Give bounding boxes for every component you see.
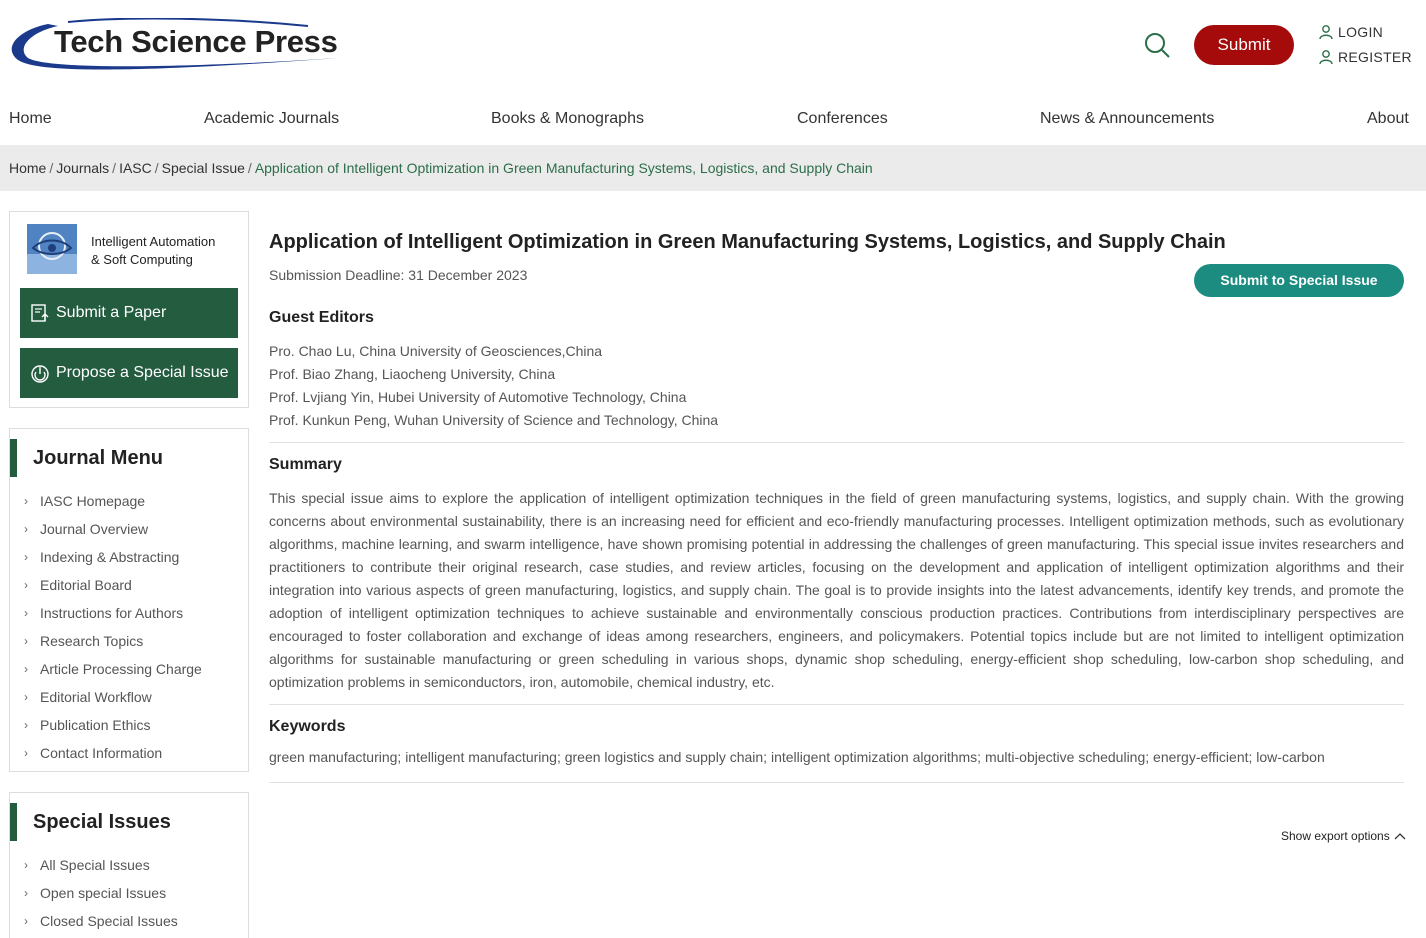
journal-name-line2: & Soft Computing	[91, 252, 193, 267]
user-add-icon	[1318, 49, 1334, 65]
menu-item-contact-information[interactable]	[24, 739, 202, 767]
menu-item-all-special-issues[interactable]	[24, 851, 178, 879]
menu-item-label: All Special Issues	[40, 857, 150, 873]
menu-item-closed-special-issues[interactable]	[24, 907, 178, 935]
breadcrumb-special-issue[interactable]: Special Issue	[161, 160, 245, 176]
menu-item-label: Closed Special Issues	[40, 913, 178, 929]
submit-paper-button[interactable]	[20, 288, 238, 338]
chevron-right-icon: ›	[24, 606, 28, 620]
menu-item-editorial-workflow[interactable]	[24, 683, 202, 711]
export-label: Show export options	[1281, 829, 1390, 843]
menu-item-label: IASC Homepage	[40, 493, 146, 509]
menu-item-editorial-board[interactable]	[24, 571, 202, 599]
journal-name[interactable]	[91, 233, 241, 269]
propose-icon	[30, 363, 50, 383]
menu-item-instructions-for-authors[interactable]	[24, 599, 202, 627]
menu-item-label: Indexing & Abstracting	[40, 549, 180, 565]
search-icon[interactable]	[1142, 30, 1172, 60]
nav-academic-journals[interactable]: Academic Journals	[204, 110, 340, 127]
divider	[269, 704, 1404, 705]
chevron-right-icon: ›	[24, 690, 28, 704]
guest-editors-list	[269, 340, 718, 432]
chevron-right-icon: ›	[24, 746, 28, 760]
header-submit-button[interactable]: Submit	[1194, 25, 1294, 65]
summary-heading: Summary	[269, 456, 342, 473]
editor-item: Prof. Lvjiang Yin, Hubei University of Automotive Technology, China	[269, 389, 687, 405]
register-label: REGISTER	[1338, 49, 1412, 65]
login-label: LOGIN	[1338, 24, 1384, 40]
editor-item: Pro. Chao Lu, China University of Geosciences,China	[269, 343, 603, 359]
site-header	[0, 0, 1426, 95]
menu-item-label: Article Processing Charge	[40, 661, 202, 677]
guest-editors-heading: Guest Editors	[269, 309, 374, 326]
chevron-right-icon: ›	[24, 886, 28, 900]
menu-item-research-topics[interactable]	[24, 627, 202, 655]
journal-menu	[9, 428, 249, 772]
nav-home[interactable]: Home	[9, 110, 52, 127]
menu-item-label: Publication Ethics	[40, 717, 151, 733]
menu-item-label: Instructions for Authors	[40, 605, 184, 621]
breadcrumb-iasc[interactable]: IASC	[119, 160, 152, 176]
logo-text: Tech Science Press	[54, 24, 338, 59]
chevron-right-icon: ›	[24, 550, 28, 564]
editor-item: Prof. Kunkun Peng, Wuhan University of Science and Technology, China	[269, 412, 719, 428]
chevron-right-icon: ›	[24, 634, 28, 648]
breadcrumb-journals[interactable]: Journals	[56, 160, 110, 176]
editor-item: Prof. Biao Zhang, Liaocheng University, China	[269, 366, 556, 382]
propose-label: Propose a Special Issue	[56, 364, 229, 381]
submission-deadline: Submission Deadline: 31 December 2023	[269, 267, 528, 283]
chevron-right-icon: ›	[24, 494, 28, 508]
menu-item-iasc-homepage[interactable]	[24, 487, 202, 515]
journal-cover-icon[interactable]	[27, 224, 77, 274]
chevron-right-icon: ›	[24, 718, 28, 732]
journal-box	[9, 211, 249, 408]
summary-text: This special issue aims to explore the application of intelligent optimization techniques in the field of green manufacturing systems, logistics, and supply chain. With the growing concerns about environmental sustainability, there is an increasing need for efficient and eco-friendly manufacturing processes. Intelligent optimization methods, such as evolutionary algorithms, machine learning, and swarm intelligence, have shown promising potential in addressing the challenges of green manufacturing. This special issue invites researchers and practitioners to contribute their original research, case studies, and review articles, focusing on the development and application of intelligent optimization algorithms and their integration into various aspects of green manufacturing, logistics, and supply chain. The goal is to provide insights into the latest advancements, identify key trends, and promote the adoption of intelligent optimization techniques to achieve sustainable and environmentally conscious production practices. Contributions from interdisciplinary perspectives are encouraged to foster collaboration and exchange of ideas among researchers, engineers, and policymakers. Potential topics include but are not limited to intelligent optimization algorithms for sustainable manufacturing or green scheduling in various shops, dynamic shop scheduling, energy-efficient shop scheduling, low-carbon shop scheduling, and optimization problems in semiconductors, iron, automobile, chemical industry, etc.	[269, 490, 1404, 690]
menu-item-publication-ethics[interactable]	[24, 711, 202, 739]
register-link[interactable]	[1318, 49, 1412, 65]
page-title: Application of Intelligent Optimization in Green Manufacturing Systems, Logistics, and Supply Chain	[269, 231, 1226, 253]
keywords-text: green manufacturing; intelligent manufacturing; green logistics and supply chain; intelligent optimization algorithms; multi-objective scheduling; energy-efficient; low-carbon	[269, 749, 1325, 765]
special-issues-list	[24, 851, 178, 935]
journal-menu-list	[24, 487, 202, 767]
divider	[269, 442, 1404, 443]
chevron-right-icon: ›	[24, 858, 28, 872]
nav-about[interactable]: About	[1367, 110, 1409, 127]
menu-item-open-special-issues[interactable]	[24, 879, 178, 907]
submit-paper-label: Submit a Paper	[56, 304, 167, 321]
special-issues-menu	[9, 792, 249, 938]
divider	[269, 782, 1404, 783]
special-issues-title: Special Issues	[10, 803, 171, 841]
chevron-right-icon: ›	[24, 522, 28, 536]
login-link[interactable]	[1318, 24, 1383, 40]
menu-item-article-processing-charge[interactable]	[24, 655, 202, 683]
propose-special-issue-button[interactable]	[20, 348, 238, 398]
tech-science-press-logo[interactable]	[8, 18, 343, 74]
menu-item-label: Research Topics	[40, 633, 144, 649]
chevron-right-icon: ›	[24, 578, 28, 592]
menu-item-label: Open special Issues	[40, 885, 167, 901]
upload-document-icon	[30, 303, 50, 323]
keywords-heading: Keywords	[269, 718, 346, 735]
menu-item-label: Contact Information	[40, 745, 163, 761]
menu-item-label: Editorial Workflow	[40, 689, 152, 705]
nav-news-announcements[interactable]: News & Announcements	[1040, 110, 1215, 127]
menu-item-journal-overview[interactable]	[24, 515, 202, 543]
menu-item-indexing-abstracting[interactable]	[24, 543, 202, 571]
nav-books-monographs[interactable]: Books & Monographs	[491, 110, 644, 127]
nav-conferences[interactable]: Conferences	[797, 110, 888, 127]
user-icon	[1318, 24, 1334, 40]
show-export-options-toggle[interactable]	[1281, 829, 1406, 843]
breadcrumb: Home / Journals / IASC / Special Issue / Application of Intelligent Optimization in Green Manufacturing Systems, Logistics, and Supply Chain	[0, 145, 1426, 191]
journal-menu-title: Journal Menu	[10, 439, 163, 477]
breadcrumb-current: Application of Intelligent Optimization in Green Manufacturing Systems, Logistics, and Supply Chain	[254, 160, 873, 176]
chevron-up-icon	[1394, 832, 1406, 840]
chevron-right-icon: ›	[24, 914, 28, 928]
menu-item-label: Journal Overview	[40, 521, 149, 537]
chevron-right-icon: ›	[24, 662, 28, 676]
main-nav	[0, 95, 1426, 145]
submit-to-special-issue-button[interactable]: Submit to Special Issue	[1194, 264, 1404, 297]
menu-item-label: Editorial Board	[40, 577, 132, 593]
breadcrumb-home[interactable]: Home	[9, 160, 47, 176]
journal-name-line1: Intelligent Automation	[91, 234, 216, 249]
